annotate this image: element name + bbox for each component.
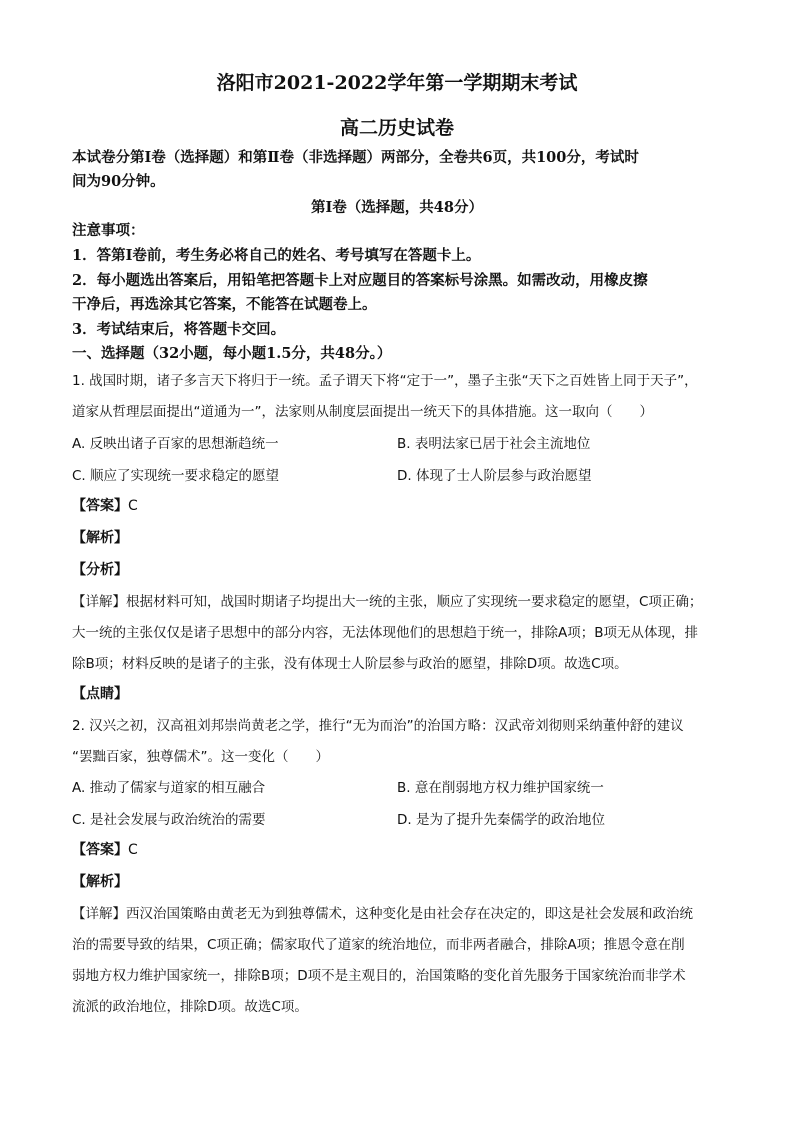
exam-title: 洛阳市2021-2022学年第一学期期末考试 bbox=[216, 72, 578, 94]
q1-option-d: D. 体现了士人阶层参与政治愿望 bbox=[397, 468, 592, 484]
q1-answer bbox=[72, 496, 138, 516]
q1-dianjing-tag: 【点睛】 bbox=[72, 686, 128, 702]
q2-stem-2: “罢黜百家，独尊儒术”。这一变化（ ） bbox=[72, 749, 329, 765]
q2-detail-1: 【详解】西汉治国策略由黄老无为到独尊儒术，这种变化是由社会存在决定的，即这是社会发展和政治统 bbox=[72, 906, 693, 922]
q2-option-a: A. 推动了儒家与道家的相互融合 bbox=[72, 780, 266, 796]
notice-3: 3．考试结束后，将答题卡交回。 bbox=[72, 321, 286, 338]
q1-fenxi-tag: 【分析】 bbox=[72, 562, 128, 578]
q2-answer-value: C bbox=[128, 842, 138, 858]
q1-option-b: B. 表明法家已居于社会主流地位 bbox=[397, 436, 591, 452]
q2-detail-4: 流派的政治地位，排除D项。故选C项。 bbox=[72, 999, 308, 1015]
q2-option-b: B. 意在削弱地方权力维护国家统一 bbox=[397, 780, 604, 796]
q2-option-c: C. 是社会发展与政治统治的需要 bbox=[72, 812, 266, 828]
q1-stem-1: 1. 战国时期，诸子多言天下将归于一统。孟子谓天下将“定于一”，墨子主张“天下之百姓皆上同于天子”， bbox=[72, 373, 698, 389]
q2-detail-2: 治的需要导致的结果，C项正确；儒家取代了道家的统治地位，而非两者融合，排除A项；推恩令意在削 bbox=[72, 937, 685, 953]
q2-detail-3: 弱地方权力维护国家统一，排除B项；D项不是主观目的，治国策略的变化首先服务于国家统治而非学术 bbox=[72, 968, 686, 984]
notice-2b: 干净后，再选涂其它答案，不能答在试题卷上。 bbox=[72, 296, 377, 313]
q1-detail-2: 大一统的主张仅仅是诸子思想中的部分内容，无法体现他们的思想趋于统一，排除A项；B项无从体现，排 bbox=[72, 625, 698, 641]
q2-stem-1: 2. 汉兴之初，汉高祖刘邦崇尚黄老之学，推行“无为而治”的治国方略：汉武帝刘彻则采纳董仲舒的建议 bbox=[72, 718, 684, 734]
intro-line-2: 间为90分钟。 bbox=[72, 173, 165, 190]
q1-detail-3: 除B项；材料反映的是诸子的主张，没有体现士人阶层参与政治的愿望，排除D项。故选C项。 bbox=[72, 656, 628, 672]
q1-analysis-tag: 【解析】 bbox=[72, 530, 128, 546]
notice-1: 1．答第Ⅰ卷前，考生务必将自己的姓名、考号填写在答题卡上。 bbox=[72, 247, 481, 264]
q2-answer bbox=[72, 840, 138, 860]
part-title: 一、选择题（32小题，每小题1.5分，共48分。） bbox=[72, 345, 392, 362]
notice-title: 注意事项： bbox=[72, 222, 145, 239]
q1-detail-1: 【详解】根据材料可知，战国时期诸子均提出大一统的主张，顺应了实现统一要求稳定的愿望，C项正确； bbox=[72, 594, 703, 610]
q2-analysis-tag: 【解析】 bbox=[72, 874, 128, 890]
q1-answer-tag: 【答案】 bbox=[72, 498, 128, 514]
q1-answer-value: C bbox=[128, 498, 138, 514]
q2-answer-tag: 【答案】 bbox=[72, 842, 128, 858]
notice-2a: 2．每小题选出答案后，用铅笔把答题卡上对应题目的答案标号涂黑。如需改动，用橡皮擦 bbox=[72, 272, 648, 289]
intro-line-1: 本试卷分第Ⅰ卷（选择题）和第Ⅱ卷（非选择题）两部分，全卷共6页，共100分，考试时 bbox=[72, 149, 639, 166]
q1-option-a: A. 反映出诸子百家的思想渐趋统一 bbox=[72, 436, 279, 452]
section-heading: 第Ⅰ卷（选择题，共48分） bbox=[311, 199, 483, 216]
q1-option-c: C. 顺应了实现统一要求稳定的愿望 bbox=[72, 468, 280, 484]
q2-option-d: D. 是为了提升先秦儒学的政治地位 bbox=[397, 812, 605, 828]
q1-stem-2: 道家从哲理层面提出“道通为一”，法家则从制度层面提出一统天下的具体措施。这一取向（ ） bbox=[72, 404, 653, 420]
exam-subtitle: 高二历史试卷 bbox=[339, 117, 454, 139]
